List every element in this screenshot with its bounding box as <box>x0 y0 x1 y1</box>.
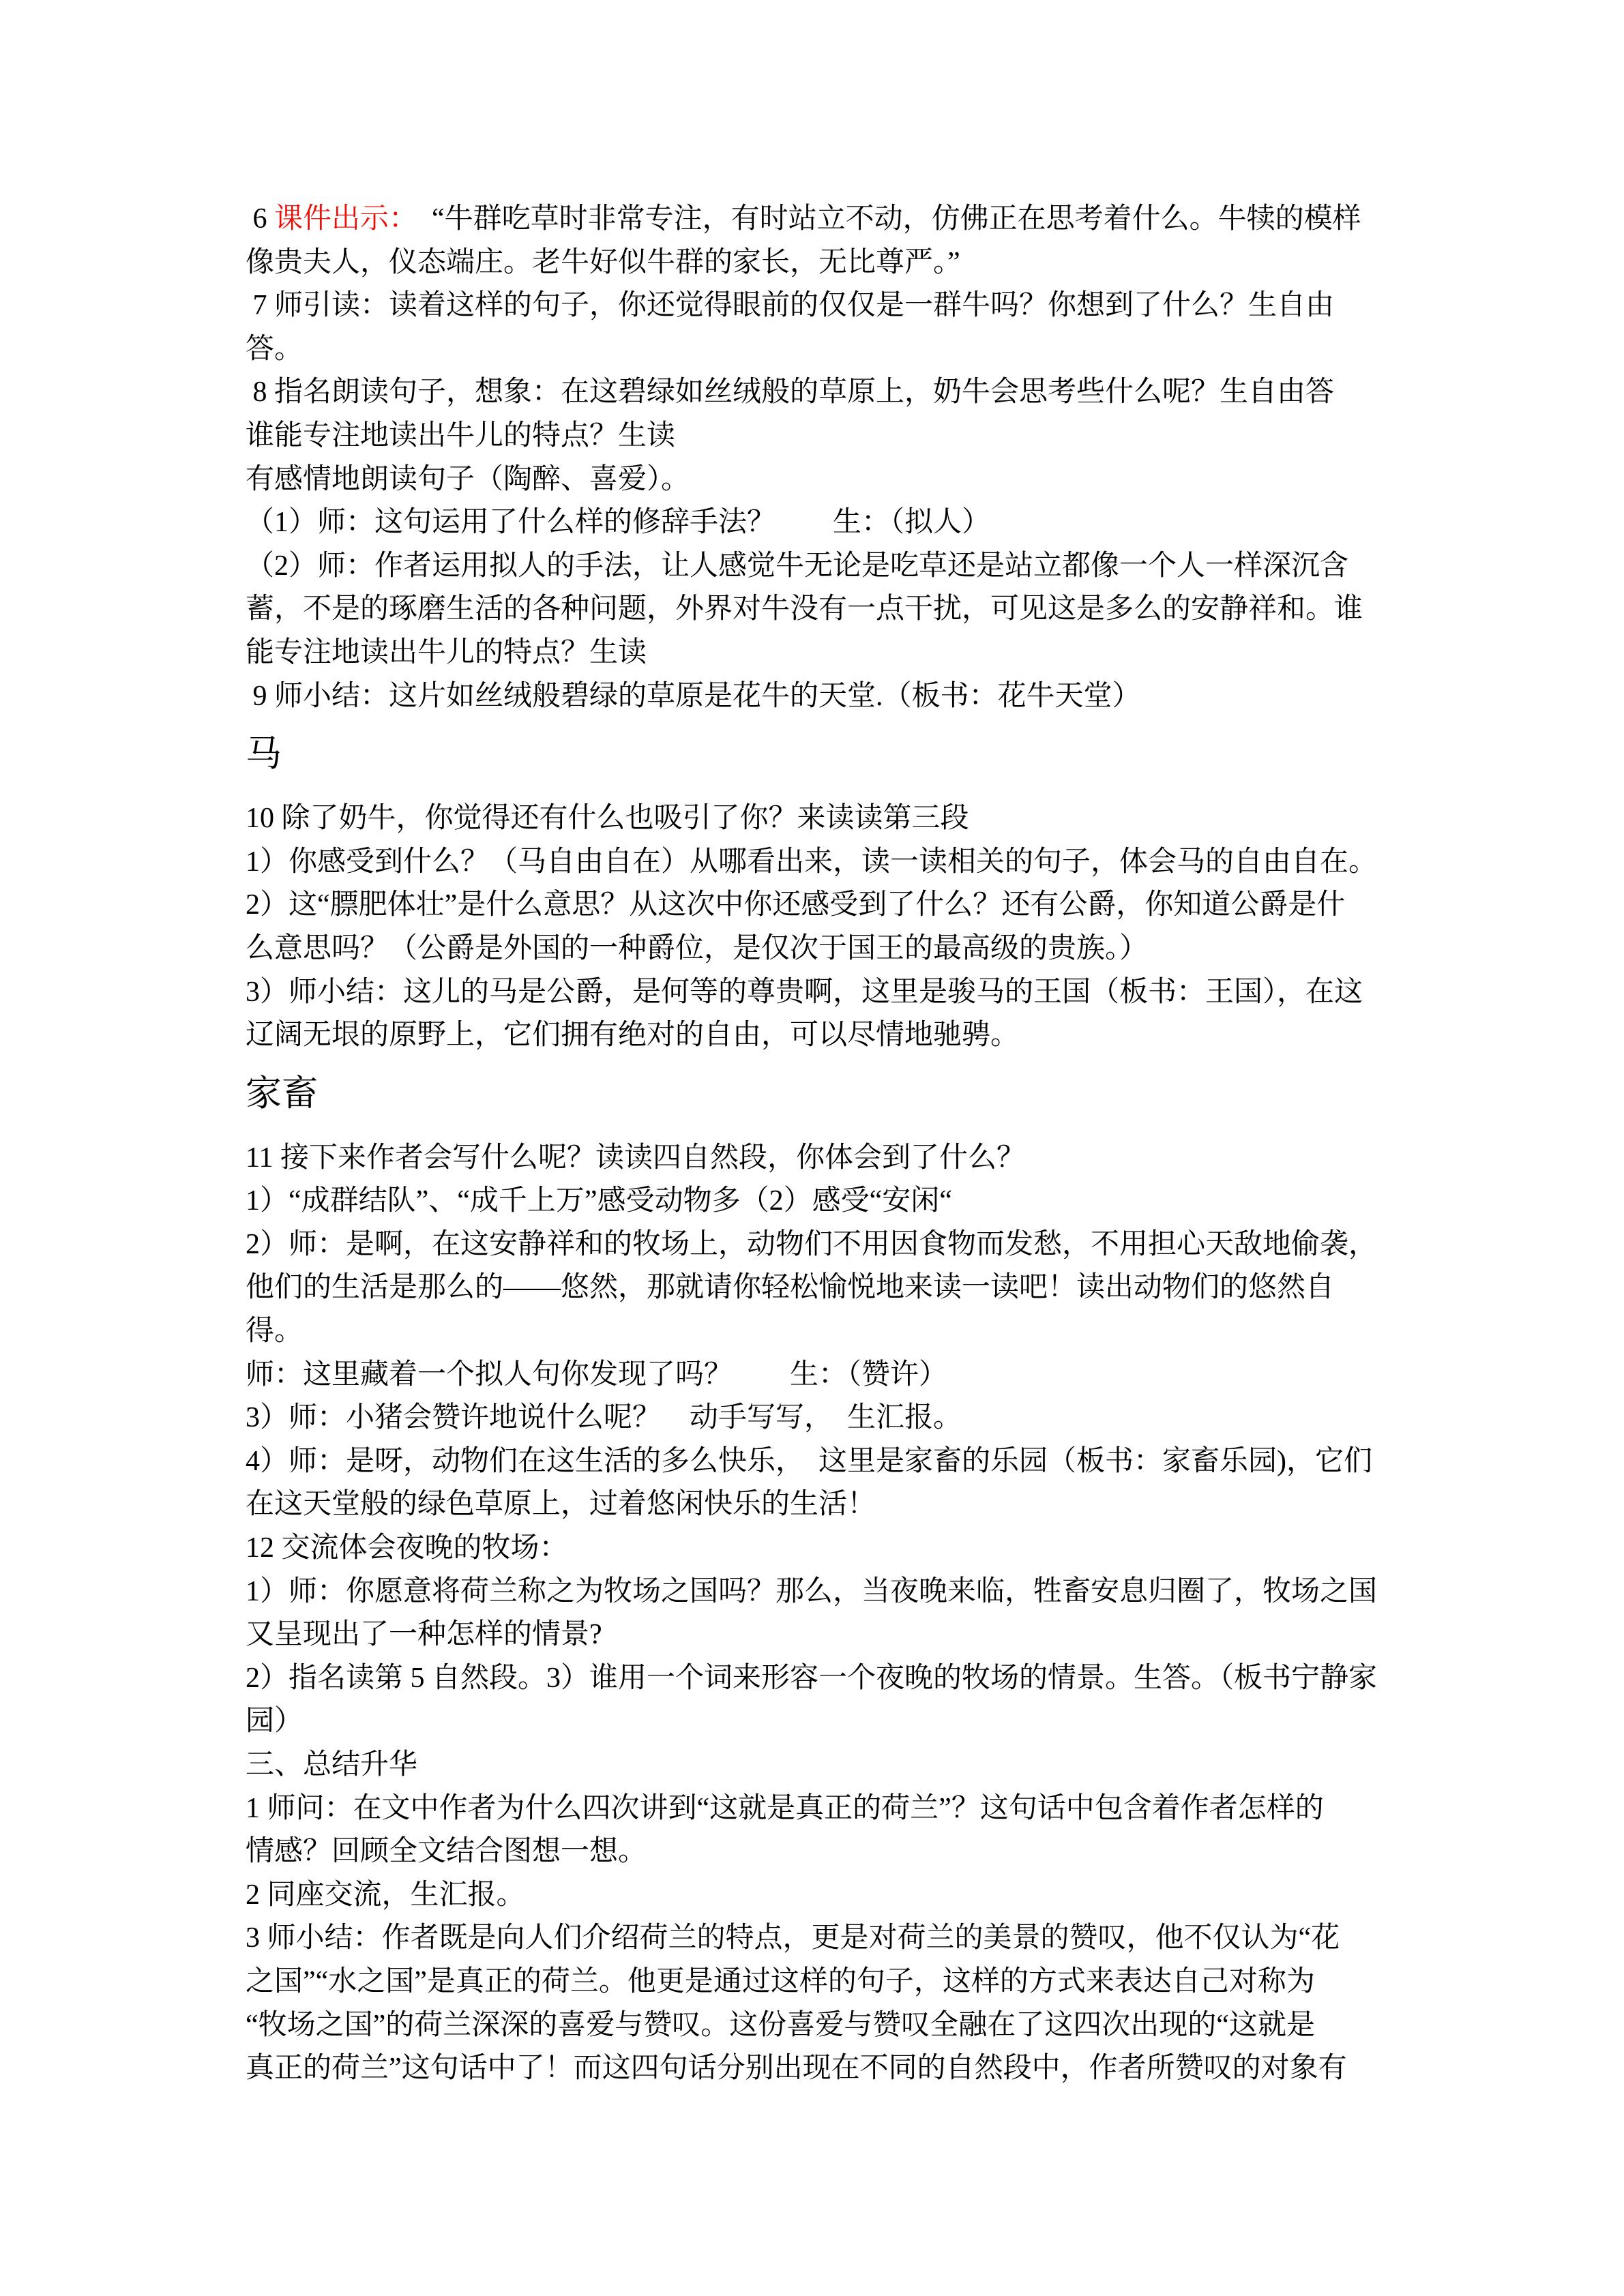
text-line: （2）师：作者运用拟人的手法，让人感觉牛无论是吃草还是站立都像一个人一样深沉含 <box>246 550 1349 582</box>
text-line: 答。 <box>246 333 304 365</box>
text-line: 1）师：你愿意将荷兰称之为牧场之国吗？那么，当夜晚来临，牲畜安息归圈了，牧场之国 <box>246 1575 1378 1607</box>
text-line: 1）“成群结队”、“成千上万”感受动物多（2）感受“安闲“ <box>246 1185 952 1217</box>
text-line: 3 师小结：作者既是向人们介绍荷兰的特点，更是对荷兰的美景的赞叹，他不仅认为“花 <box>246 1922 1340 1954</box>
text-line: 10 除了奶牛，你觉得还有什么也吸引了你？来读读第三段 <box>246 803 969 835</box>
text-line: 师：这里藏着一个拟人句你发现了吗？ 生：（赞许） <box>246 1358 948 1390</box>
text-line: 2）这“膘肥体壮”是什么意思？从这次中你还感受到了什么？还有公爵，你知道公爵是什 <box>246 889 1346 921</box>
text-line: 么意思吗？（公爵是外国的一种爵位，是仅次于国王的最高级的贵族。） <box>246 932 1149 964</box>
text-line: 12 交流体会夜晚的牧场： <box>246 1532 568 1564</box>
text-line: 3）师：小猪会赞许地说什么呢？ 动手写写， 生汇报。 <box>246 1402 962 1434</box>
text-line: 又呈现出了一种怎样的情景? <box>246 1619 602 1651</box>
text-line: 有感情地朗读句子（陶醉、喜爱）。 <box>246 463 690 495</box>
text-line: 2）指名读第 5 自然段。3）谁用一个词来形容一个夜晚的牧场的情景。生答。（板书宁静家 <box>246 1662 1378 1694</box>
text-line: 2）师：是啊，在这安静祥和的牧场上，动物们不用因食物而发愁，不用担心天敌地偷袭， <box>246 1228 1378 1260</box>
highlight-red-text: 课件出示： <box>274 203 404 235</box>
text-line: 得。 <box>246 1315 304 1347</box>
text-line: 在这天堂般的绿色草原上，过着悠闲快乐的生活！ <box>246 1489 876 1521</box>
text-line: 9 师小结：这片如丝绒般碧绿的草原是花牛的天堂.（板书：花牛天堂） <box>246 680 1141 712</box>
section-heading: 家畜 <box>246 1073 318 1114</box>
document-content <box>246 198 1391 2091</box>
text-line: 能专注地读出牛儿的特点？生读 <box>246 636 647 668</box>
text-line: 真正的荷兰”这句话中了！而这四句话分别出现在不同的自然段中，作者所赞叹的对象有 <box>246 2053 1347 2085</box>
text-line: 情感？回顾全文结合图想一想。 <box>246 1836 647 1868</box>
text-line: 1）你感受到什么？（马自由自在）从哪看出来，读一读相关的句子，体会马的自由自在。 <box>246 846 1378 878</box>
text-line: 11 接下来作者会写什么呢？读读四自然段，你体会到了什么？ <box>246 1142 1025 1174</box>
text-line: 他们的生活是那么的——悠然，那就请你轻松愉悦地来读一读吧！读出动物们的悠然自 <box>246 1272 1335 1304</box>
text-line <box>246 198 1391 241</box>
text-line: 3）师小结：这儿的马是公爵，是何等的尊贵啊，这里是骏马的王国（板书：王国），在这 <box>246 976 1363 1008</box>
text-line: 1 师问：在文中作者为什么四次讲到“这就是真正的荷兰”？这句话中包含着作者怎样的 <box>246 1792 1324 1824</box>
text-line: 蓄，不是的琢磨生活的各种问题，外界对牛没有一点干扰，可见这是多么的安静祥和。谁 <box>246 593 1363 625</box>
text-line: 三、总结升华 <box>246 1749 418 1780</box>
text-line: 园） <box>246 1705 304 1738</box>
text-line: 4）师：是呀，动物们在这生活的多么快乐， 这里是家畜的乐园（板书：家畜乐园)，它们 <box>246 1445 1372 1477</box>
text-segment: “牛群吃草时非常专注，有时站立不动，仿佛正在思考着什么。牛犊的模样 <box>403 203 1361 235</box>
text-line: 7 师引读：读着这样的句子，你还觉得眼前的仅仅是一群牛吗？你想到了什么？生自由 <box>246 290 1335 322</box>
text-line: 谁能专注地读出牛儿的特点？生读 <box>246 419 676 451</box>
text-line: “牧场之国”的荷兰深深的喜爱与赞叹。这份喜爱与赞叹全融在了这四次出现的“这就是 <box>246 2009 1315 2041</box>
text-line: 辽阔无垠的原野上，它们拥有绝对的自由，可以尽情地驰骋。 <box>246 1019 1020 1052</box>
text-line: 8 指名朗读句子，想象：在这碧绿如丝绒般的草原上，奶牛会思考些什么呢？生自由答 <box>246 376 1335 408</box>
text-line: 2 同座交流，生汇报。 <box>246 1879 525 1911</box>
text-segment: 6 <box>246 203 274 235</box>
text-line: 之国”“水之国”是真正的荷兰。他更是通过这样的句子，这样的方式来表达自己对称为 <box>246 1965 1315 1997</box>
text-line: （1）师：这句运用了什么样的修辞手法？ 生：（拟人） <box>246 507 991 539</box>
section-heading: 马 <box>246 734 282 775</box>
text-line: 像贵夫人，仪态端庄。老牛好似牛群的家长，无比尊严。” <box>246 246 960 278</box>
